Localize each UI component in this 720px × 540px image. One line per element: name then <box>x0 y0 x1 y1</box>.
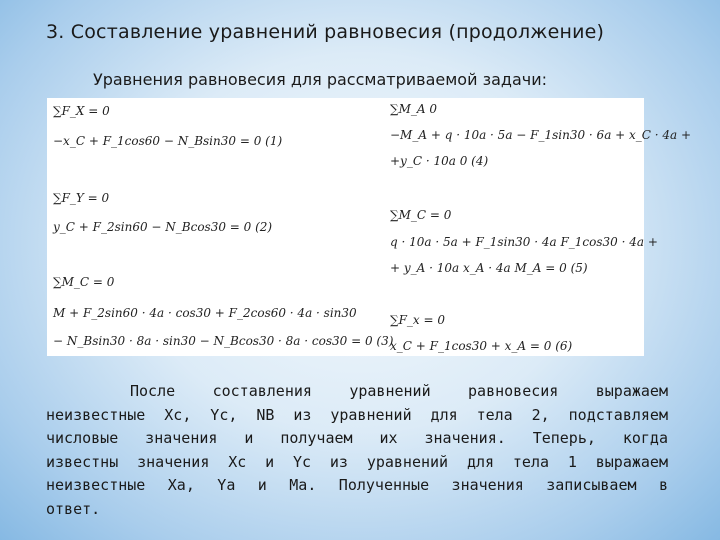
paragraph-line: неизвестные Xa, Ya и Ma. Полученные значения записываем в <box>46 476 668 494</box>
paragraph-line: После составления уравнений равновесия выражаем <box>130 382 668 400</box>
paragraph-line: числовые значения и получаем их значения. Теперь, когда <box>46 429 668 447</box>
paragraph-line: неизвестные Xc, Yc, NB из уравнений для тела 2, подставляем <box>46 405 668 424</box>
equation-sum-mc: ∑M_C = 0 <box>53 275 115 289</box>
equation-sum-fx: ∑F_X = 0 <box>53 104 110 118</box>
explanation-paragraph <box>46 380 668 521</box>
slide-subtitle: Уравнения равновесия для рассматриваемой задачи: <box>93 70 547 89</box>
equation-sum-ma: ∑M_A 0 <box>390 102 437 116</box>
equation-5-line-2: + y_A · 10a x_A · 4a M_A = 0 (5) <box>390 261 588 275</box>
equation-3-line-2: − N_Bsin30 · 8a · sin30 − N_Bcos30 · 8a · cos30 = 0 (3) <box>53 334 394 348</box>
equation-4-line-2: +y_C · 10a 0 (4) <box>390 154 489 168</box>
equation-6: x_C + F_1cos30 + x_A = 0 (6) <box>390 339 573 353</box>
slide-title: 3. Составление уравнений равновесия (продолжение) <box>46 21 605 43</box>
equation-1: −x_C + F_1cos60 − N_Bsin30 = 0 (1) <box>53 134 283 148</box>
equations-panel <box>47 98 692 356</box>
equation-3-line-1: M + F_2sin60 · 4a · cos30 + F_2cos60 · 4a · sin30 <box>53 306 357 320</box>
equation-sum-fx-right: ∑F_x = 0 <box>390 313 445 327</box>
paragraph-line: известны значения Xc и Yc из уравнений для тела 1 выражаем <box>46 452 668 471</box>
equation-sum-fy: ∑F_Y = 0 <box>53 191 110 205</box>
equation-2: y_C + F_2sin60 − N_Bcos30 = 0 (2) <box>53 220 273 234</box>
equation-sum-mc-right: ∑M_C = 0 <box>390 208 452 222</box>
paragraph-line: ответ. <box>46 499 101 518</box>
equation-5-line-1: q · 10a · 5a + F_1sin30 · 4a F_1cos30 · 4a + <box>390 235 658 249</box>
equation-4-line-1: −M_A + q · 10a · 5a − F_1sin30 · 6a + x_C · 4a + <box>390 128 692 142</box>
